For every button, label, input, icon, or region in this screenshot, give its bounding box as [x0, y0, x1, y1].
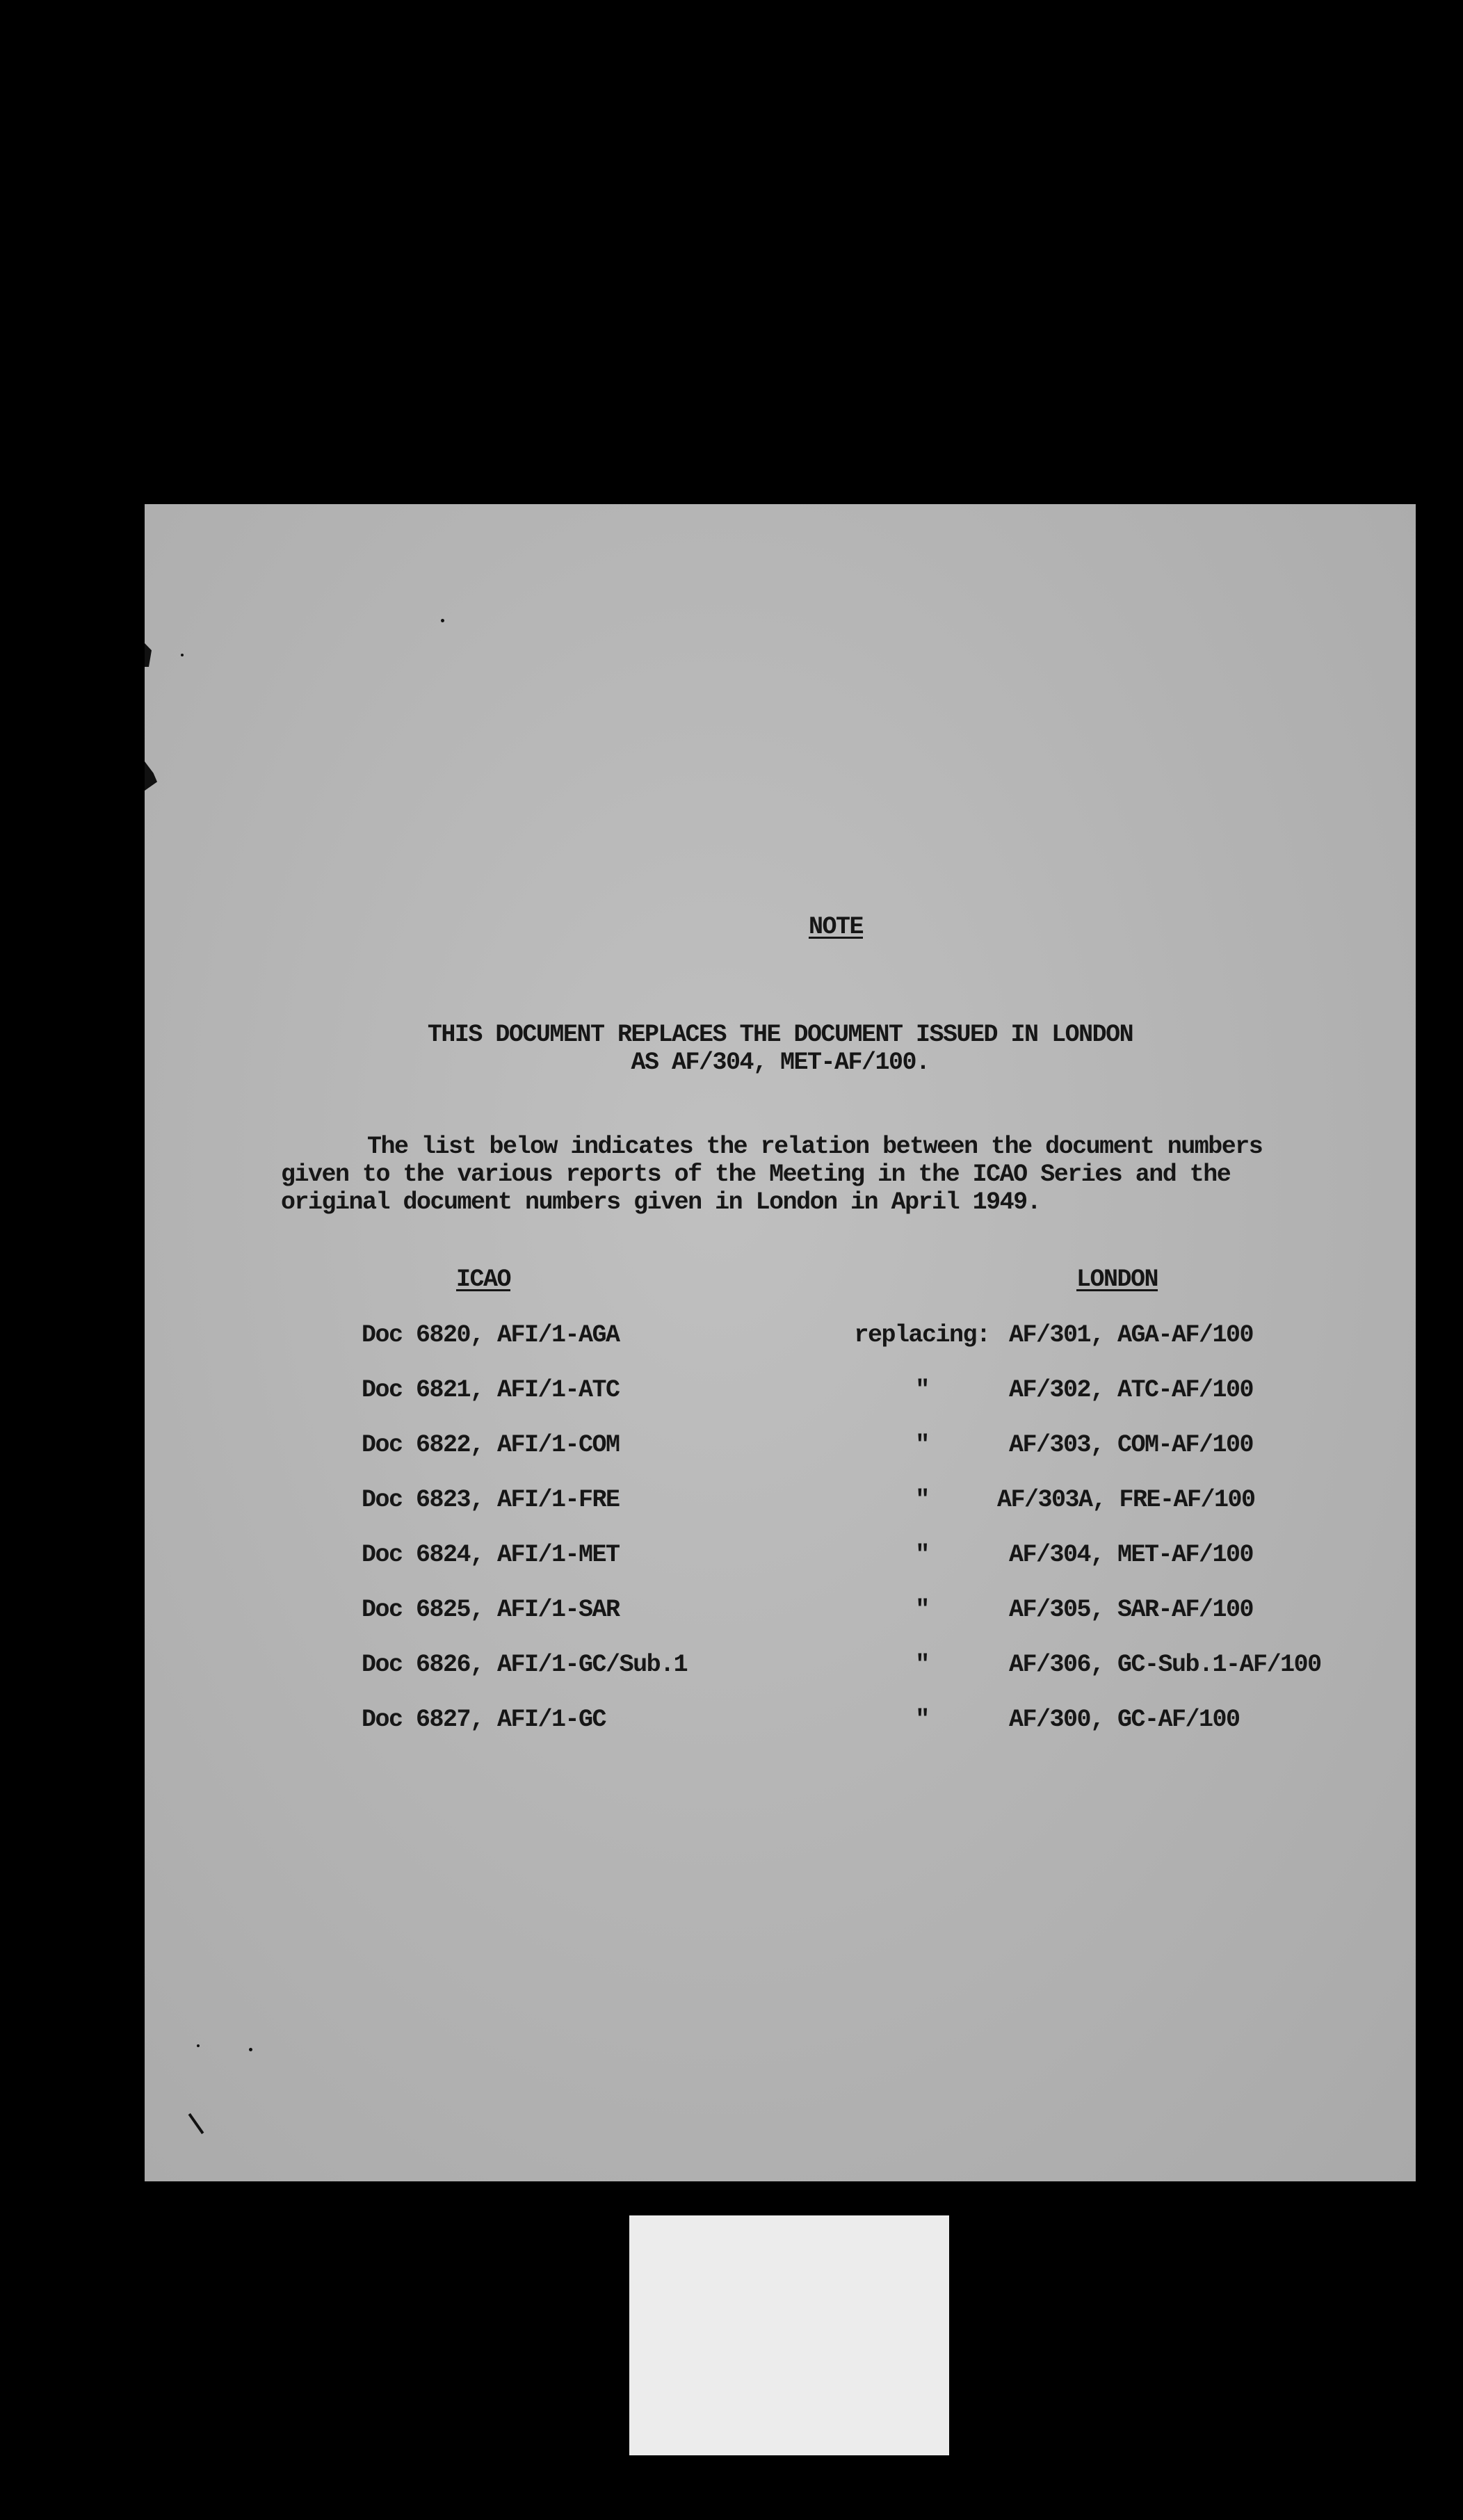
london-column-header: LONDON [1076, 1266, 1158, 1293]
scan-notch [145, 761, 157, 791]
london-doc-number: AF/303A, FRE-AF/100 [997, 1486, 1255, 1514]
icao-doc-number: Doc 6827, AFI/1-GC [362, 1706, 606, 1734]
icao-doc-number: Doc 6821, AFI/1-ATC [362, 1376, 620, 1404]
relation-mark: replacing: [854, 1321, 990, 1349]
relation-mark: " [915, 1541, 929, 1569]
intro-line: given to the various reports of the Meeting in the ICAO Series and the [281, 1161, 1231, 1188]
london-doc-number: AF/304, MET-AF/100 [1009, 1541, 1254, 1569]
document-page [145, 504, 1416, 2181]
icao-doc-number: Doc 6826, AFI/1-GC/Sub.1 [362, 1651, 688, 1679]
notice-line-1: THIS DOCUMENT REPLACES THE DOCUMENT ISSUED IN LONDON [427, 1021, 1133, 1049]
london-doc-number: AF/305, SAR-AF/100 [1009, 1596, 1254, 1624]
scan-speck [249, 2048, 252, 2051]
relation-mark: " [915, 1486, 929, 1514]
relation-mark: " [915, 1596, 929, 1624]
london-doc-number: AF/303, COM-AF/100 [1009, 1431, 1254, 1459]
relation-mark: " [915, 1651, 929, 1679]
london-doc-number: AF/300, GC-AF/100 [1009, 1706, 1240, 1734]
scan-speck [197, 2044, 200, 2047]
notice-line-2: AS AF/304, MET-AF/100. [631, 1049, 930, 1076]
scan-speck [181, 654, 184, 656]
relation-mark: " [915, 1431, 929, 1459]
london-doc-number: AF/301, AGA-AF/100 [1009, 1321, 1254, 1349]
intro-line: The list below indicates the relation between the document numbers [367, 1133, 1263, 1161]
icao-doc-number: Doc 6825, AFI/1-SAR [362, 1596, 620, 1624]
london-doc-number: AF/302, ATC-AF/100 [1009, 1376, 1254, 1404]
note-heading: NOTE [808, 913, 863, 941]
scan-stroke [188, 2113, 204, 2134]
icao-doc-number: Doc 6822, AFI/1-COM [362, 1431, 620, 1459]
scan-speck [441, 619, 444, 622]
relation-mark: " [915, 1376, 929, 1404]
icao-doc-number: Doc 6823, AFI/1-FRE [362, 1486, 620, 1514]
scan-notch [145, 643, 152, 667]
icao-column-header: ICAO [456, 1266, 511, 1293]
london-doc-number: AF/306, GC-Sub.1-AF/100 [1009, 1651, 1321, 1679]
intro-paragraph [281, 1133, 1262, 1216]
icao-doc-number: Doc 6820, AFI/1-AGA [362, 1321, 620, 1349]
blank-card [629, 2215, 949, 2455]
relation-mark: " [915, 1706, 929, 1734]
icao-doc-number: Doc 6824, AFI/1-MET [362, 1541, 620, 1569]
intro-line: original document numbers given in London in April 1949. [281, 1188, 1041, 1216]
